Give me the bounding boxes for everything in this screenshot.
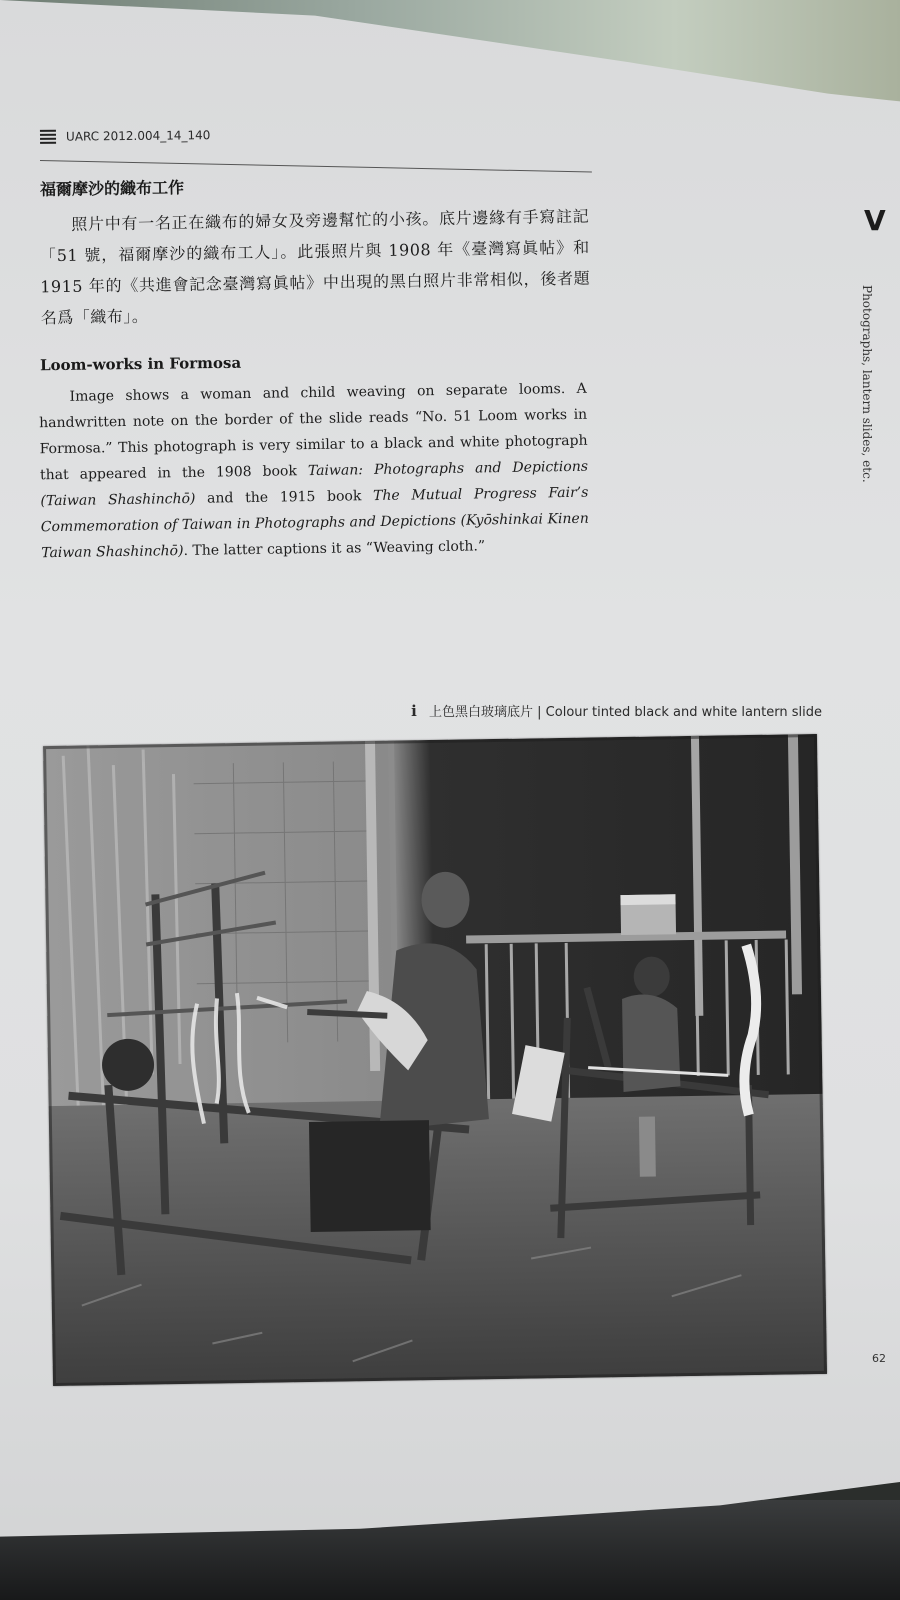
english-body (39, 376, 590, 567)
weaving-photograph (43, 734, 827, 1386)
english-text-3: . The latter captions it as “Weaving cloth.” (183, 538, 486, 560)
menu-lines-icon (40, 130, 56, 144)
next-page-letter: V (864, 204, 886, 237)
caption-en: Colour tinted black and white lantern slide (545, 705, 822, 720)
english-text-2: and the 1915 book (195, 488, 374, 507)
photo-artwork (43, 734, 827, 1386)
caption-separator: | (537, 705, 542, 720)
book-title-2: The Mutual Progress Fair’s Commemoration of Taiwan in Photographs and Depictions (Kyōshinkai Kinen Taiwan Shashinchō) (40, 484, 589, 562)
photo-caption (360, 701, 822, 720)
page-number: 62 (872, 1352, 886, 1365)
english-text-1: Image shows a woman and child weaving on separate looms. A handwritten note on the border of the slide reads “No. 51 Loom works in Formosa.” This photograph is very similar to a black and white photograph that appeared in the 1908 book (39, 380, 588, 484)
chinese-body: 照片中有一名正在織布的婦女及旁邊幫忙的小孩。底片邊緣有手寫註記「51 號，福爾摩沙的織布工人」。此張照片與 1908 年《臺灣寫眞帖》和 1915 年的《共進會記念臺灣寫眞帖》中出現的黑白照片非常相似，後者題名爲「織布」。 (39, 206, 591, 328)
info-icon: i (411, 702, 417, 720)
chinese-title: 福爾摩沙的織布工作 (39, 177, 185, 200)
catalog-id: UARC 2012.004_14_140 (65, 128, 211, 144)
caption-zh: 上色黑白玻璃底片 (428, 705, 533, 720)
vertical-section-title: Photographs, lantern slides, etc. (860, 285, 874, 483)
english-title: Loom-works in Formosa (39, 353, 242, 375)
book-title-1: Taiwan: Photographs and Depictions (Taiwan Shashinchō) (40, 458, 589, 510)
